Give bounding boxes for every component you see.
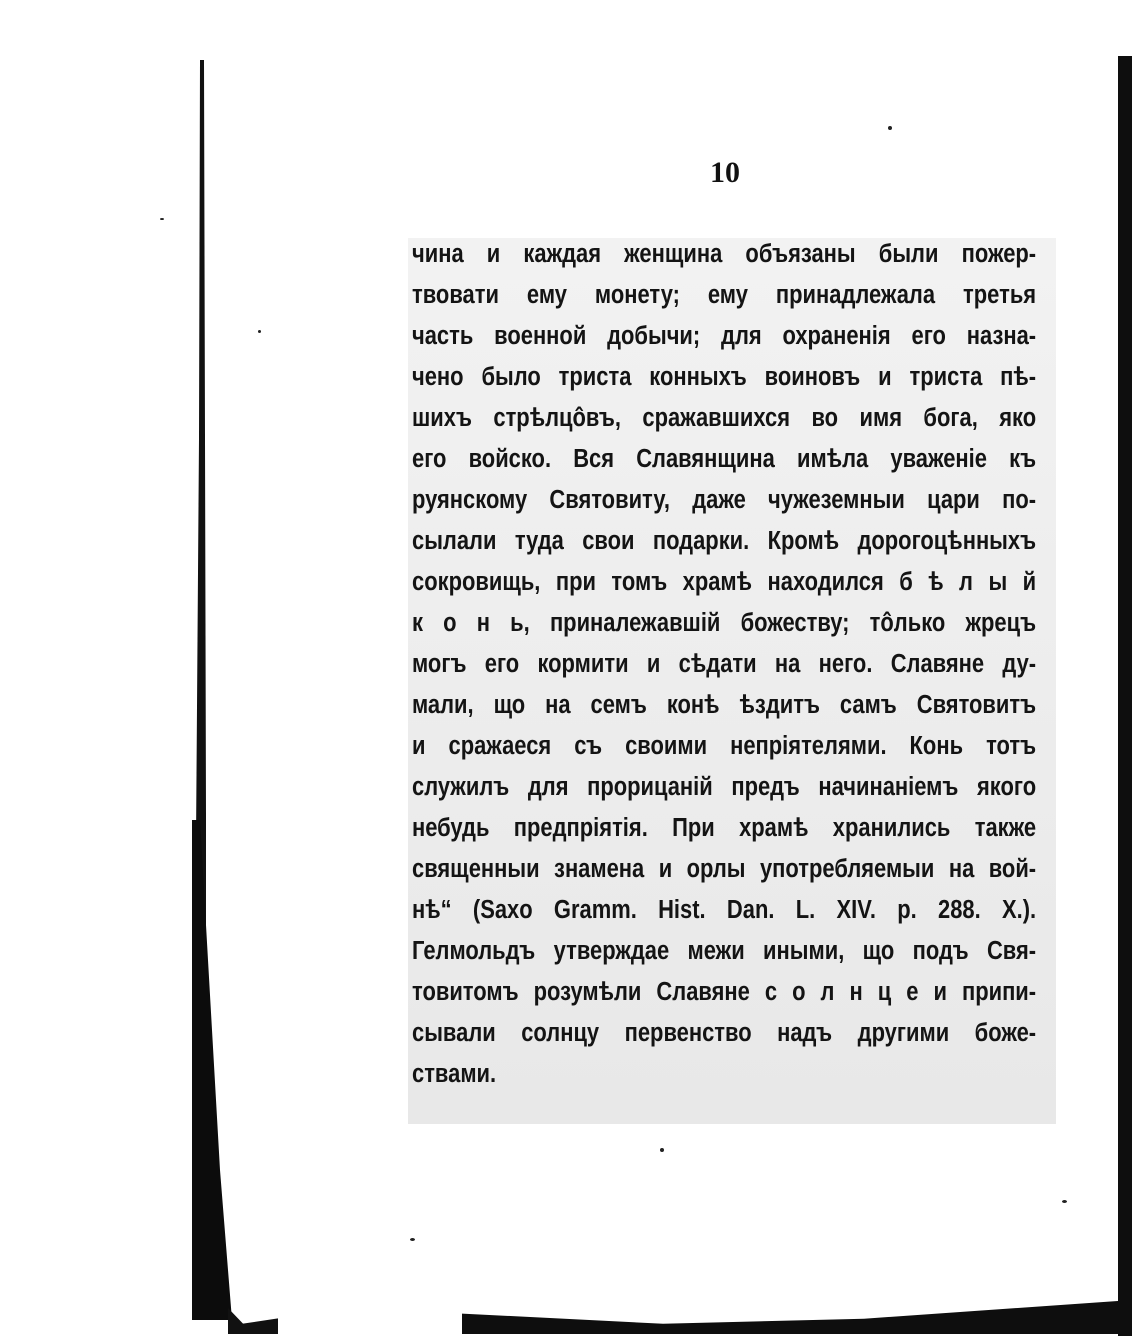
dust-speck bbox=[660, 1148, 664, 1152]
text-line: мали, що на семъ конѣ ѣздитъ самъ Святовитъ bbox=[412, 691, 1037, 719]
scan-edge-left-wedge bbox=[192, 820, 232, 1320]
scan-edge-bottom bbox=[462, 1300, 1132, 1334]
scan-edge-right bbox=[1118, 56, 1132, 1336]
text-line: сылали туда свои подарки. Кромѣ дорогоцѣнныхъ bbox=[412, 527, 1037, 555]
text-line: чина и каждая женщина объязаны были пожер- bbox=[412, 240, 1037, 268]
text-line: и сражаеся съ своими непріятелями. Конь тотъ bbox=[412, 732, 1037, 760]
page-number: 10 bbox=[710, 156, 740, 189]
text-line: служилъ для прорицаній предъ начинаніемъ якого bbox=[412, 773, 1037, 801]
text-line: товитомъ розумѣли Славяне с о л н ц е и припи- bbox=[412, 978, 1037, 1006]
text-line: сокровищь, при томъ храмѣ находился б ѣ л ы й bbox=[412, 568, 1037, 596]
text-line: часть военной добычи; для охраненія его назна- bbox=[412, 322, 1037, 350]
body-text bbox=[412, 234, 1036, 1095]
text-line: шихъ стрѣлцôвъ, сражавшихся во имя бога, яко bbox=[412, 404, 1037, 432]
text-line: руянскому Святовиту, даже чужеземныи цари по- bbox=[412, 486, 1037, 514]
dust-speck bbox=[258, 330, 261, 333]
text-line: твовати ему монету; ему принадлежала третья bbox=[412, 281, 1037, 309]
text-line: ствами. bbox=[412, 1060, 497, 1088]
text-line: его войско. Вся Славянщина имѣла уваженіе къ bbox=[412, 445, 1037, 473]
text-line: сывали солнцу первенство надъ другими боже- bbox=[412, 1019, 1037, 1047]
dust-speck bbox=[1062, 1200, 1067, 1203]
scan-edge-bottom-left bbox=[228, 1308, 278, 1334]
text-line: священныи знамена и орлы употребляемыи на вой- bbox=[412, 855, 1037, 883]
text-line: небудь предпріятія. При храмѣ хранились также bbox=[412, 814, 1037, 842]
text-line: могъ его кормити и сѣдати на него. Славяне ду- bbox=[412, 650, 1037, 678]
dust-speck bbox=[160, 218, 164, 220]
dust-speck bbox=[888, 126, 892, 130]
dust-speck bbox=[410, 1238, 415, 1241]
text-line: нѣ“ (Saxo Gramm. Hist. Dan. L. XIV. p. 288. X.). bbox=[412, 896, 1037, 924]
text-line: чено было триста конныхъ воиновъ и триста пѣ- bbox=[412, 363, 1037, 391]
text-line: Гелмольдъ утверждае межи иными, що подъ Свя- bbox=[412, 937, 1037, 965]
text-line: к о н ь, приналежавшій божеству; тôлько жрецъ bbox=[412, 609, 1037, 637]
